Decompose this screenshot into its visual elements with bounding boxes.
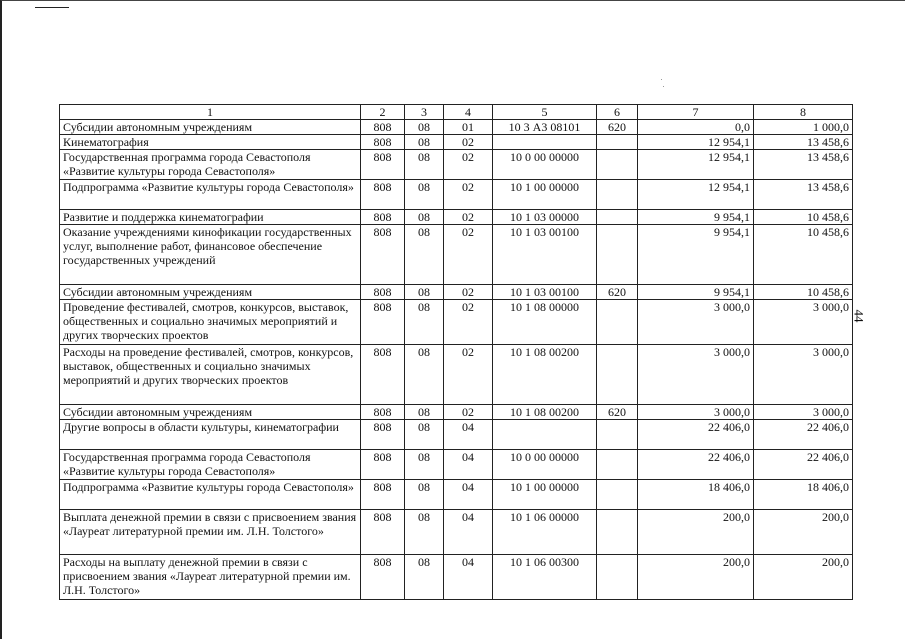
cell-target: 10 1 03 00100: [493, 285, 597, 300]
cell-year2: 13 458,6: [754, 150, 853, 180]
cell-year2: 22 406,0: [754, 450, 853, 480]
cell-ministry: 808: [361, 300, 405, 345]
cell-year2: 3 000,0: [754, 345, 853, 405]
row-name: Проведение фестивалей, смотров, конкурсов, выставок, общественных и социально значимых мероприятий и других творческих проектов: [60, 300, 361, 345]
header-cell: 1: [60, 105, 361, 120]
cell-year1: 22 406,0: [638, 420, 754, 450]
cell-year1: 12 954,1: [638, 180, 754, 210]
cell-subsection: 02: [444, 180, 493, 210]
header-cell: 7: [638, 105, 754, 120]
cell-type: 620: [597, 120, 638, 135]
table-row: [60, 405, 853, 420]
scan-speck: [661, 79, 662, 80]
table-row: [60, 285, 853, 300]
cell-target: [493, 420, 597, 450]
cell-section: 08: [405, 345, 444, 405]
cell-year1: 0,0: [638, 120, 754, 135]
cell-ministry: 808: [361, 225, 405, 285]
row-name: Кинематография: [60, 135, 361, 150]
cell-type: [597, 135, 638, 150]
row-name: Подпрограмма «Развитие культуры города Севастополя»: [60, 180, 361, 210]
cell-section: 08: [405, 210, 444, 225]
header-cell: 6: [597, 105, 638, 120]
cell-section: 08: [405, 405, 444, 420]
cell-ministry: 808: [361, 555, 405, 600]
cell-year1: 3 000,0: [638, 405, 754, 420]
cell-section: 08: [405, 450, 444, 480]
cell-section: 08: [405, 285, 444, 300]
cell-year2: 18 406,0: [754, 480, 853, 510]
row-name: Расходы на проведение фестивалей, смотров, конкурсов, выставок, общественных и социально значимых мероприятий и других творческих проектов: [60, 345, 361, 405]
cell-target: 10 0 00 00000: [493, 150, 597, 180]
table-row: [60, 210, 853, 225]
cell-section: 08: [405, 135, 444, 150]
cell-type: 620: [597, 405, 638, 420]
cell-subsection: 02: [444, 225, 493, 285]
cell-type: [597, 555, 638, 600]
cell-type: [597, 480, 638, 510]
cell-type: [597, 300, 638, 345]
cell-year1: 200,0: [638, 555, 754, 600]
cell-section: 08: [405, 120, 444, 135]
cell-type: [597, 510, 638, 555]
cell-subsection: 02: [444, 150, 493, 180]
row-name: Субсидии автономным учреждениям: [60, 405, 361, 420]
table-row: [60, 450, 853, 480]
cell-subsection: 02: [444, 210, 493, 225]
table-row: [60, 345, 853, 405]
cell-target: 10 1 03 00100: [493, 225, 597, 285]
table-row: [60, 510, 853, 555]
header-cell: 8: [754, 105, 853, 120]
cell-year2: 1 000,0: [754, 120, 853, 135]
cell-type: [597, 150, 638, 180]
cell-section: 08: [405, 555, 444, 600]
cell-year2: 13 458,6: [754, 135, 853, 150]
table-row: [60, 180, 853, 210]
cell-year2: 10 458,6: [754, 210, 853, 225]
cell-type: [597, 450, 638, 480]
cell-ministry: 808: [361, 480, 405, 510]
cell-year1: 18 406,0: [638, 480, 754, 510]
page-number: 44: [851, 309, 867, 323]
cell-year2: 200,0: [754, 555, 853, 600]
cell-type: [597, 420, 638, 450]
cell-target: 10 1 06 00300: [493, 555, 597, 600]
cell-subsection: 01: [444, 120, 493, 135]
cell-subsection: 02: [444, 300, 493, 345]
cell-year1: 3 000,0: [638, 300, 754, 345]
cell-year2: 200,0: [754, 510, 853, 555]
cell-year2: 3 000,0: [754, 405, 853, 420]
cell-target: 10 0 00 00000: [493, 450, 597, 480]
table-row: [60, 120, 853, 135]
cell-year1: 9 954,1: [638, 225, 754, 285]
row-name: Государственная программа города Севастополя «Развитие культуры города Севастополя»: [60, 150, 361, 180]
scan-mark: [35, 7, 69, 8]
cell-ministry: 808: [361, 405, 405, 420]
cell-target: 10 1 00 00000: [493, 480, 597, 510]
scan-speck: [663, 86, 664, 87]
cell-year2: 10 458,6: [754, 225, 853, 285]
cell-subsection: 02: [444, 135, 493, 150]
row-name: Другие вопросы в области культуры, кинематографии: [60, 420, 361, 450]
cell-year2: 22 406,0: [754, 420, 853, 450]
table-row: [60, 300, 853, 345]
cell-ministry: 808: [361, 510, 405, 555]
cell-year1: 22 406,0: [638, 450, 754, 480]
budget-table: [59, 104, 853, 600]
cell-ministry: 808: [361, 135, 405, 150]
cell-target: [493, 135, 597, 150]
header-cell: 4: [444, 105, 493, 120]
cell-section: 08: [405, 420, 444, 450]
cell-year2: 3 000,0: [754, 300, 853, 345]
table-row: [60, 480, 853, 510]
cell-subsection: 04: [444, 420, 493, 450]
cell-subsection: 04: [444, 510, 493, 555]
cell-ministry: 808: [361, 210, 405, 225]
row-name: Развитие и поддержка кинематографии: [60, 210, 361, 225]
header-cell: 3: [405, 105, 444, 120]
cell-type: [597, 210, 638, 225]
cell-section: 08: [405, 300, 444, 345]
cell-year2: 13 458,6: [754, 180, 853, 210]
cell-subsection: 02: [444, 405, 493, 420]
cell-ministry: 808: [361, 420, 405, 450]
row-name: Подпрограмма «Развитие культуры города Севастополя»: [60, 480, 361, 510]
table-row: [60, 420, 853, 450]
cell-target: 10 1 06 00000: [493, 510, 597, 555]
cell-section: 08: [405, 480, 444, 510]
cell-year2: 10 458,6: [754, 285, 853, 300]
cell-year1: 9 954,1: [638, 210, 754, 225]
row-name: Расходы на выплату денежной премии в связи с присвоением звания «Лауреат литературной премии им. Л.Н. Толстого»: [60, 555, 361, 600]
table-row: [60, 555, 853, 600]
cell-subsection: 02: [444, 345, 493, 405]
cell-type: [597, 345, 638, 405]
cell-section: 08: [405, 510, 444, 555]
row-name: Оказание учреждениями кинофикации государственных услуг, выполнение работ, финансовое обеспечение государственных учреждений: [60, 225, 361, 285]
cell-type: [597, 225, 638, 285]
cell-year1: 200,0: [638, 510, 754, 555]
cell-ministry: 808: [361, 285, 405, 300]
row-name: Субсидии автономным учреждениям: [60, 120, 361, 135]
table-row: [60, 150, 853, 180]
cell-subsection: 02: [444, 285, 493, 300]
cell-year1: 12 954,1: [638, 150, 754, 180]
cell-subsection: 04: [444, 555, 493, 600]
cell-target: 10 3 А3 08101: [493, 120, 597, 135]
cell-target: 10 1 03 00000: [493, 210, 597, 225]
cell-year1: 3 000,0: [638, 345, 754, 405]
header-row: [60, 105, 853, 120]
cell-ministry: 808: [361, 345, 405, 405]
table-row: [60, 135, 853, 150]
cell-subsection: 04: [444, 480, 493, 510]
cell-year1: 9 954,1: [638, 285, 754, 300]
cell-target: 10 1 08 00200: [493, 345, 597, 405]
cell-target: 10 1 00 00000: [493, 180, 597, 210]
header-cell: 2: [361, 105, 405, 120]
cell-year1: 12 954,1: [638, 135, 754, 150]
cell-section: 08: [405, 180, 444, 210]
cell-target: 10 1 08 00000: [493, 300, 597, 345]
cell-section: 08: [405, 150, 444, 180]
table-row: [60, 225, 853, 285]
cell-ministry: 808: [361, 180, 405, 210]
cell-target: 10 1 08 00200: [493, 405, 597, 420]
cell-subsection: 04: [444, 450, 493, 480]
cell-ministry: 808: [361, 120, 405, 135]
header-cell: 5: [493, 105, 597, 120]
row-name: Выплата денежной премии в связи с присвоением звания «Лауреат литературной премии им. Л.Н. Толстого»: [60, 510, 361, 555]
cell-ministry: 808: [361, 150, 405, 180]
cell-type: 620: [597, 285, 638, 300]
row-name: Субсидии автономным учреждениям: [60, 285, 361, 300]
cell-section: 08: [405, 225, 444, 285]
row-name: Государственная программа города Севастополя «Развитие культуры города Севастополя»: [60, 450, 361, 480]
cell-type: [597, 180, 638, 210]
cell-ministry: 808: [361, 450, 405, 480]
